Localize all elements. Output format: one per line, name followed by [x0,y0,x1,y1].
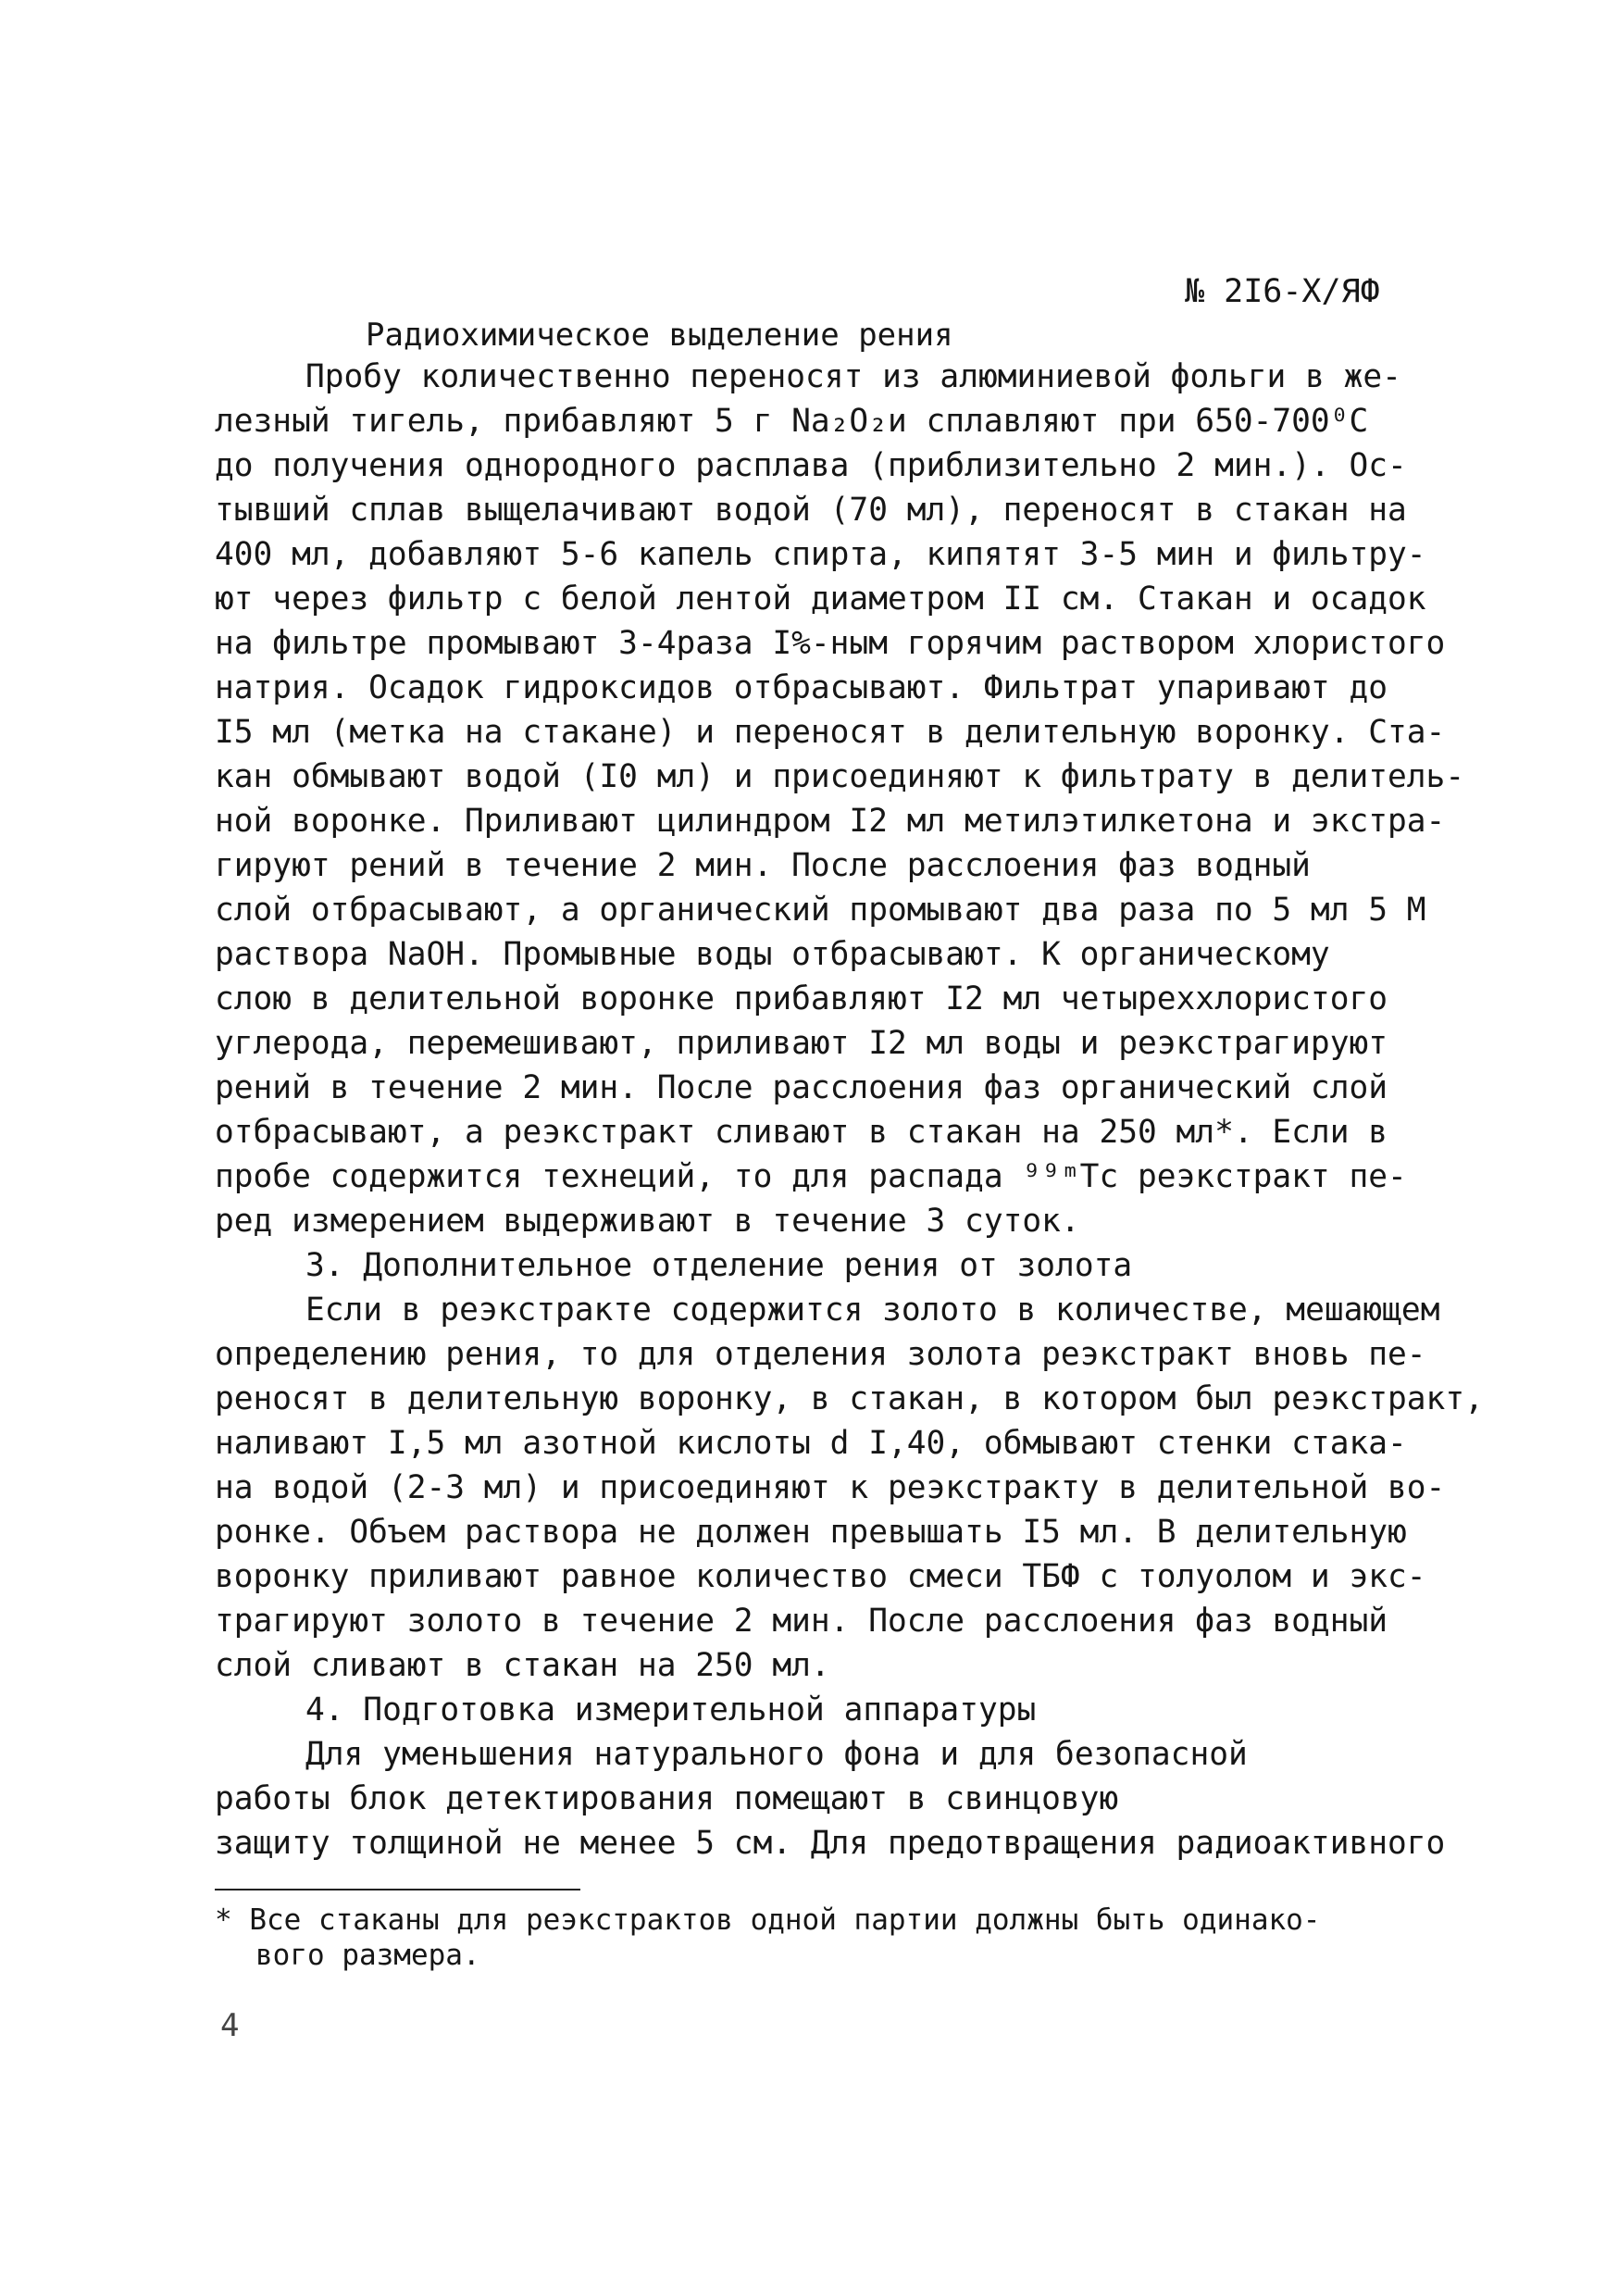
text-line: тывший сплав выщелачивают водой (70 мл), переносят в стакан на [215,492,1407,529]
text-line: слой сливают в стакан на 250 мл. [215,1647,830,1684]
text-line: лезный тигель, прибавляют 5 г Na₂O₂и сплавляют при 650-700⁰С [215,403,1369,440]
footnote-rule [215,1889,580,1890]
text-line: 4. Подготовка измерительной аппаратуры [305,1691,1037,1728]
text-line: работы блок детектирования помещают в свинцовую [215,1780,1119,1817]
text-line: ной воронке. Приливают цилиндром I2 мл метилэтилкетона и экстра- [215,803,1446,840]
text-line: реносят в делительную воронку, в стакан, в котором был реэкстракт, [215,1380,1484,1417]
text-line: углерода, перемешивают, приливают I2 мл воды и реэкстрагируют [215,1025,1388,1062]
text-line: натрия. Осадок гидроксидов отбрасывают. Фильтрат упаривают до [215,669,1388,706]
text-line: трагируют золото в течение 2 мин. После расслоения фаз водный [215,1603,1388,1640]
text-line: Если в реэкстракте содержится золото в количестве, мешающем [305,1292,1440,1329]
text-line: воронку приливают равное количество смеси ТБФ с толуолом и экс- [215,1558,1426,1595]
text-line: определению рения, то для отделения золота реэкстракт вновь пе- [215,1336,1426,1373]
text-line: ред измерением выдерживают в течение 3 суток. [215,1203,1080,1240]
text-line: до получения однородного расплава (приблизительно 2 мин.). Ос- [215,447,1407,484]
text-line: на фильтре промывают 3-4раза I%-ным горячим раствором хлористого [215,625,1446,662]
body-text [215,355,1484,1866]
text-line: пробе содержится технеций, то для распада ⁹⁹ᵐTc реэкстракт пе- [215,1158,1407,1195]
text-line: слой отбрасывают, а органический промывают два раза по 5 мл 5 М [215,892,1426,929]
text-line: слою в делительной воронке прибавляют I2 мл четыреххлористого [215,980,1388,1017]
text-line: Для уменьшения натурального фона и для безопасной [305,1736,1248,1773]
footnote-line: вого размера. [255,1939,480,1972]
text-line: раствора NaOH. Промывные воды отбрасывают. К органическому [215,936,1330,973]
text-line: кан обмывают водой (I0 мл) и присоединяют к фильтрату в делитель- [215,758,1465,795]
page-number: 4 [220,2007,240,2044]
text-line: рений в течение 2 мин. После расслоения фаз органический слой [215,1069,1388,1106]
text-line: отбрасывают, а реэкстракт сливают в стакан на 250 мл*. Если в [215,1114,1388,1151]
section-title: Радиохимическое выделение рения [366,317,953,354]
text-line: Пробу количественно переносят из алюминиевой фольги в же- [305,358,1401,395]
text-line: ронке. Объем раствора не должен превышать I5 мл. В делительную [215,1514,1407,1551]
doc-number: № 2I6-X/ЯФ [1185,273,1380,310]
text-line: защиту толщиной не менее 5 см. Для предотвращения радиоактивного [215,1825,1446,1862]
text-line: на водой (2-3 мл) и присоединяют к реэкстракту в делительной во- [215,1469,1446,1506]
footnote-line: * Все стаканы для реэкстрактов одной партии должны быть одинако- [215,1903,1321,1937]
text-line: наливают I,5 мл азотной кислоты d I,40, обмывают стенки стака- [215,1425,1407,1462]
text-line: гируют рений в течение 2 мин. После расслоения фаз водный [215,847,1311,884]
text-line: ют через фильтр с белой лентой диаметром II см. Стакан и осадок [215,580,1426,618]
text-line: 3. Дополнительное отделение рения от золота [305,1247,1133,1284]
footnote [215,1903,1320,1973]
text-line: 400 мл, добавляют 5-6 капель спирта, кипятят 3-5 мин и фильтру- [215,536,1426,573]
text-line: I5 мл (метка на стакане) и переносят в делительную воронку. Ста- [215,714,1446,751]
